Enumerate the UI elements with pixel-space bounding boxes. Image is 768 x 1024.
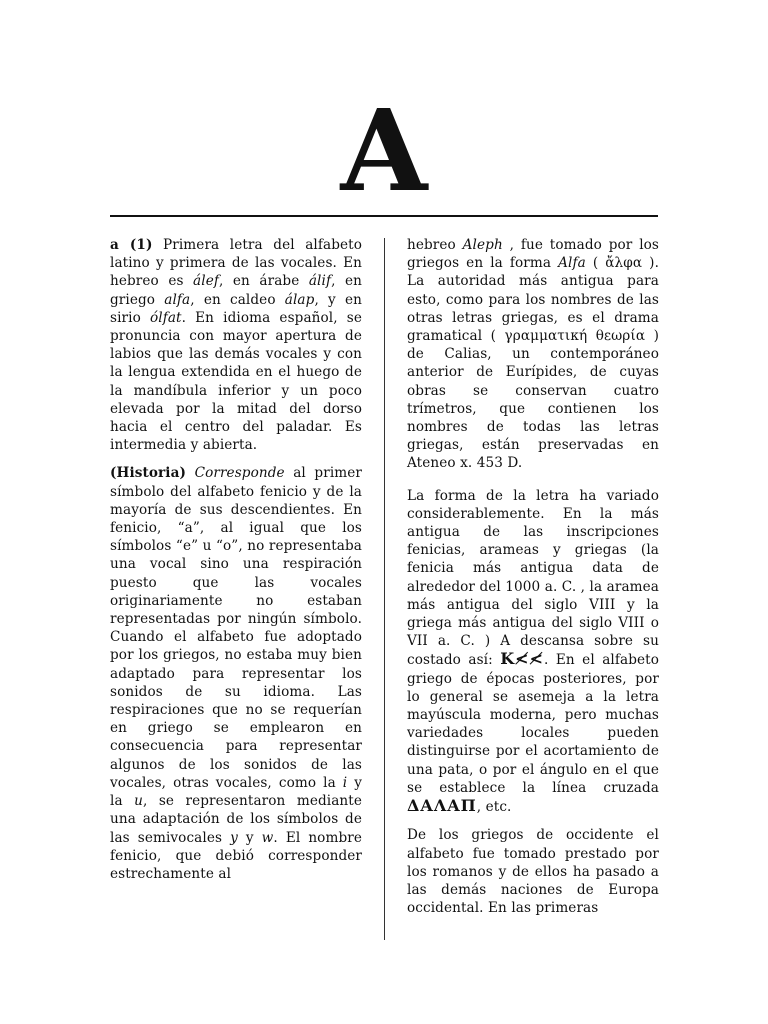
text-run: , etc.	[476, 799, 512, 816]
section-letter-heading: A	[340, 86, 428, 217]
heading-rule	[110, 215, 658, 217]
text-run: , en árabe	[218, 273, 309, 290]
history-label: (Historia)	[110, 465, 187, 482]
italic-term: álef	[193, 273, 219, 290]
italic-term: álif	[308, 273, 332, 290]
italic-term: y	[230, 829, 238, 846]
italic-term: Alfa	[558, 255, 586, 272]
entry-definition-paragraph	[110, 236, 362, 454]
italic-term: u	[134, 793, 143, 810]
text-run: , fue tomado por los griegos en la forma	[407, 237, 660, 272]
italic-term: Corresponde	[194, 465, 285, 482]
text-run: , se representaron mediante una adaptación de los símbolos de las semivocales	[110, 793, 362, 846]
text-run: La forma de la letra ha variado considerablemente. En la más antigua de las inscripciones fenicias, arameas y griegas (la fenicia más antigua data de alrededor del 1000 a. C. , la aramea más antigua del siglo VIII y la griega más antigua del siglo VIII o VII a. C. ) A descansa sobre su costado así:	[407, 487, 659, 669]
text-run: . En el alfabeto griego de épocas posteriores, por lo general se asemeja a la letra mayúscula moderna, pero muchas variedades locales pueden distinguirse por el acortamiento de una pata, o por el ángulo en el que se establece la línea cruzada	[407, 652, 659, 796]
etymology-paragraph	[407, 236, 659, 473]
right-column	[407, 236, 659, 927]
text-run: , en griego	[110, 273, 362, 308]
italic-term: álap	[284, 291, 315, 308]
letterform-paragraph	[407, 487, 659, 817]
italic-term: i	[342, 774, 348, 791]
text-run: , y en sirio	[110, 291, 362, 326]
text-run: . En idioma español, se pronuncia con mayor apertura de labios que las demás vocales y con la lengua extendida en el huego de la mandíbula inferior y un poco elevada por la mitad del dorso hacia el centro del paladar. Es intermedia y abierta.	[110, 309, 362, 454]
text-run: . El nombre fenicio, que debió corresponder estrechamente al	[110, 829, 362, 882]
text-run: al primer símbolo del alfabeto fenicio y de la mayoría de sus descendientes. En fenicio, “a”, al igual que los símbolos “e” u “o”, no representaba una vocal sino una respiración puesto que las vocales originariamente no estaban representadas por ningún símbolo. Cuando el alfabeto fue adoptado por los griegos, no estaba muy bien adaptado para representar los sonidos de su idioma. Las respiraciones que no se requerían en griego se emplearon en consecuencia para representar algunos de los sonidos de las vocales, otras vocales, como la	[110, 465, 363, 791]
text-run: Primera letra del alfabeto latino y primera de las vocales. En hebreo es	[110, 237, 362, 290]
column-divider	[384, 238, 385, 940]
text-run: y	[237, 829, 262, 846]
transmission-paragraph	[407, 826, 659, 917]
italic-term: alfa	[164, 291, 191, 308]
text-run: y la	[110, 774, 362, 810]
greek-alpha-variant-glyphs: ΔAΛAΠ	[407, 796, 477, 816]
text-run: hebreo	[407, 237, 463, 253]
text-run: , en caldeo	[190, 291, 285, 308]
text-run: ( ἄλφα ). La autoridad más antigua para esto, como para los nombres de las otras letras griegas, es el drama gramatical ( γραμματική θεωρία ) de Calias, un contemporáneo anterior de Eurípides, de cuyas obras se conservan cuatro trímetros, que contienen los nombres de todas las letras griegas, están preservadas en Ateneo x. 453 D.	[407, 255, 659, 472]
left-column	[110, 236, 362, 893]
italic-term: ólfat	[149, 309, 182, 326]
ancient-alef-glyphs: K≮≮	[500, 649, 544, 669]
italic-term: w	[261, 829, 274, 846]
italic-term: Aleph	[462, 237, 503, 253]
history-paragraph	[110, 464, 362, 883]
text-run: De los griegos de occidente el alfabeto fue tomado prestado por los romanos y de ellos ha pasado a las demás naciones de Europa occidental. En las primeras	[407, 827, 659, 917]
entry-headword: a (1)	[110, 237, 153, 253]
